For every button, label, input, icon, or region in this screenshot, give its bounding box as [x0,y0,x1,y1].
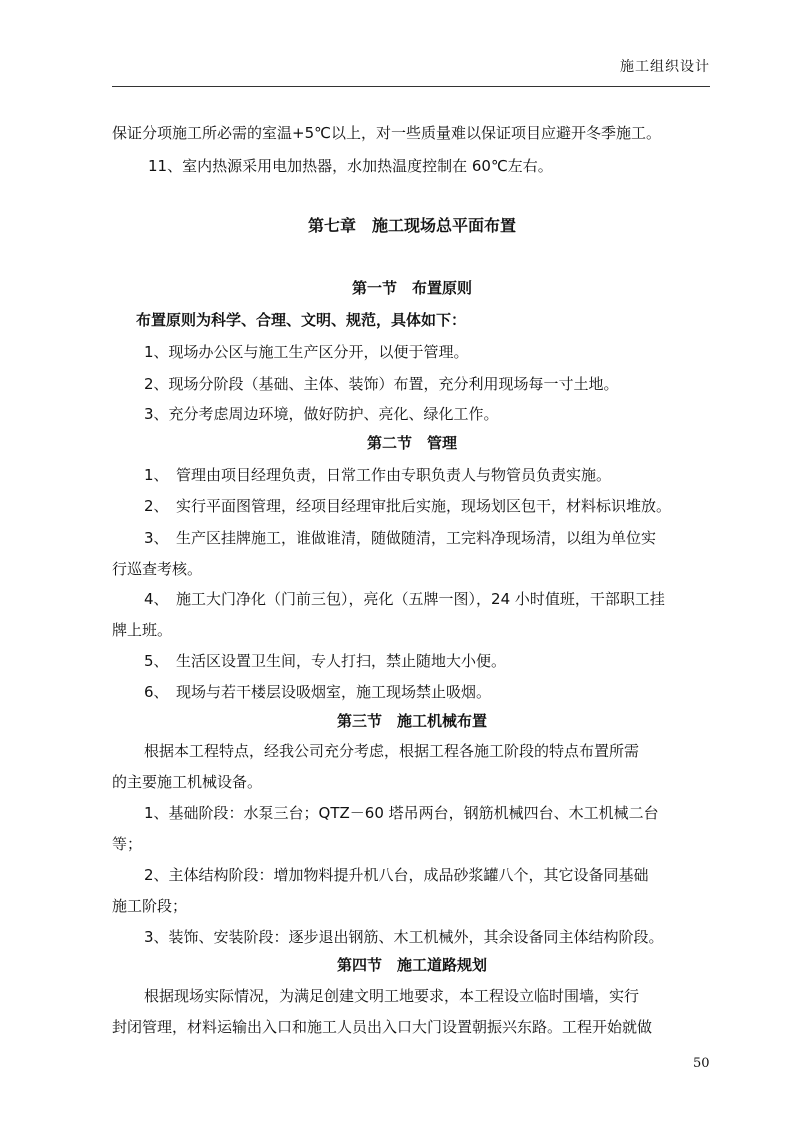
running-header: 施工组织设计 [620,59,710,75]
list-item: 2、主体结构阶段：增加物料提升机八台，成品砂浆罐八个，其它设备同基础 [144,866,649,884]
list-item: 1、现场办公区与施工生产区分开，以便于管理。 [144,343,469,361]
paragraph-line: 根据现场实际情况，为满足创建文明工地要求，本工程设立临时围墙，实行 [144,987,640,1005]
list-item: 5、 生活区设置卫生间，专人打扫，禁止随地大小便。 [144,652,507,670]
paragraph-line: 的主要施工机械设备。 [112,773,263,791]
section-title: 第二节 管理 [366,434,457,452]
section-title: 第一节 布置原则 [351,279,472,297]
list-item: 1、基础阶段：水泵三台；QTZ－60 塔吊两台，钢筋机械四台、木工机械二台 [144,804,659,822]
paragraph-line: 行巡查考核。 [112,560,203,578]
list-item: 3、充分考虑周边环境，做好防护、亮化、绿化工作。 [144,405,499,423]
list-item: 3、装饰、安装阶段：逐步退出钢筋、木工机械外，其余设备同主体结构阶段。 [144,928,664,946]
paragraph-line: 布置原则为科学、合理、文明、规范，具体如下： [136,311,467,329]
list-item: 4、 施工大门净化（门前三包），亮化（五牌一图），24 小时值班，干部职工挂 [144,590,665,608]
section-title: 第四节 施工道路规划 [336,956,487,974]
paragraph-line: 等； [112,835,143,853]
list-item: 3、 生产区挂牌施工，谁做谁清，随做随清，工完料净现场清，以组为单位实 [144,529,657,547]
list-item: 2、 实行平面图管理，经项目经理审批后实施，现场划区包干，材料标识堆放。 [144,497,672,515]
paragraph-line: 牌上班。 [112,621,173,639]
paragraph-line: 根据本工程特点，经我公司充分考虑，根据工程各施工阶段的特点布置所需 [144,742,640,760]
list-item: 1、 管理由项目经理负责，日常工作由专职负责人与物管员负责实施。 [144,466,612,484]
paragraph-line: 11、室内热源采用电加热器，水加热温度控制在 60℃左右。 [148,157,553,175]
section-title: 第三节 施工机械布置 [336,712,487,730]
list-item: 2、现场分阶段（基础、主体、装饰）布置，充分利用现场每一寸土地。 [144,375,619,393]
chapter-title: 第七章 施工现场总平面布置 [307,216,516,235]
header-rule [112,86,710,87]
paragraph-line: 施工阶段； [112,897,188,915]
paragraph-line: 保证分项施工所必需的室温+5℃以上，对一些质量难以保证项目应避开冬季施工。 [112,124,661,142]
page-number: 50 [693,1056,710,1071]
list-item: 6、 现场与若干楼层设吸烟室，施工现场禁止吸烟。 [144,683,492,701]
paragraph-line: 封闭管理，材料运输出入口和施工人员出入口大门设置朝振兴东路。工程开始就做 [112,1018,653,1036]
